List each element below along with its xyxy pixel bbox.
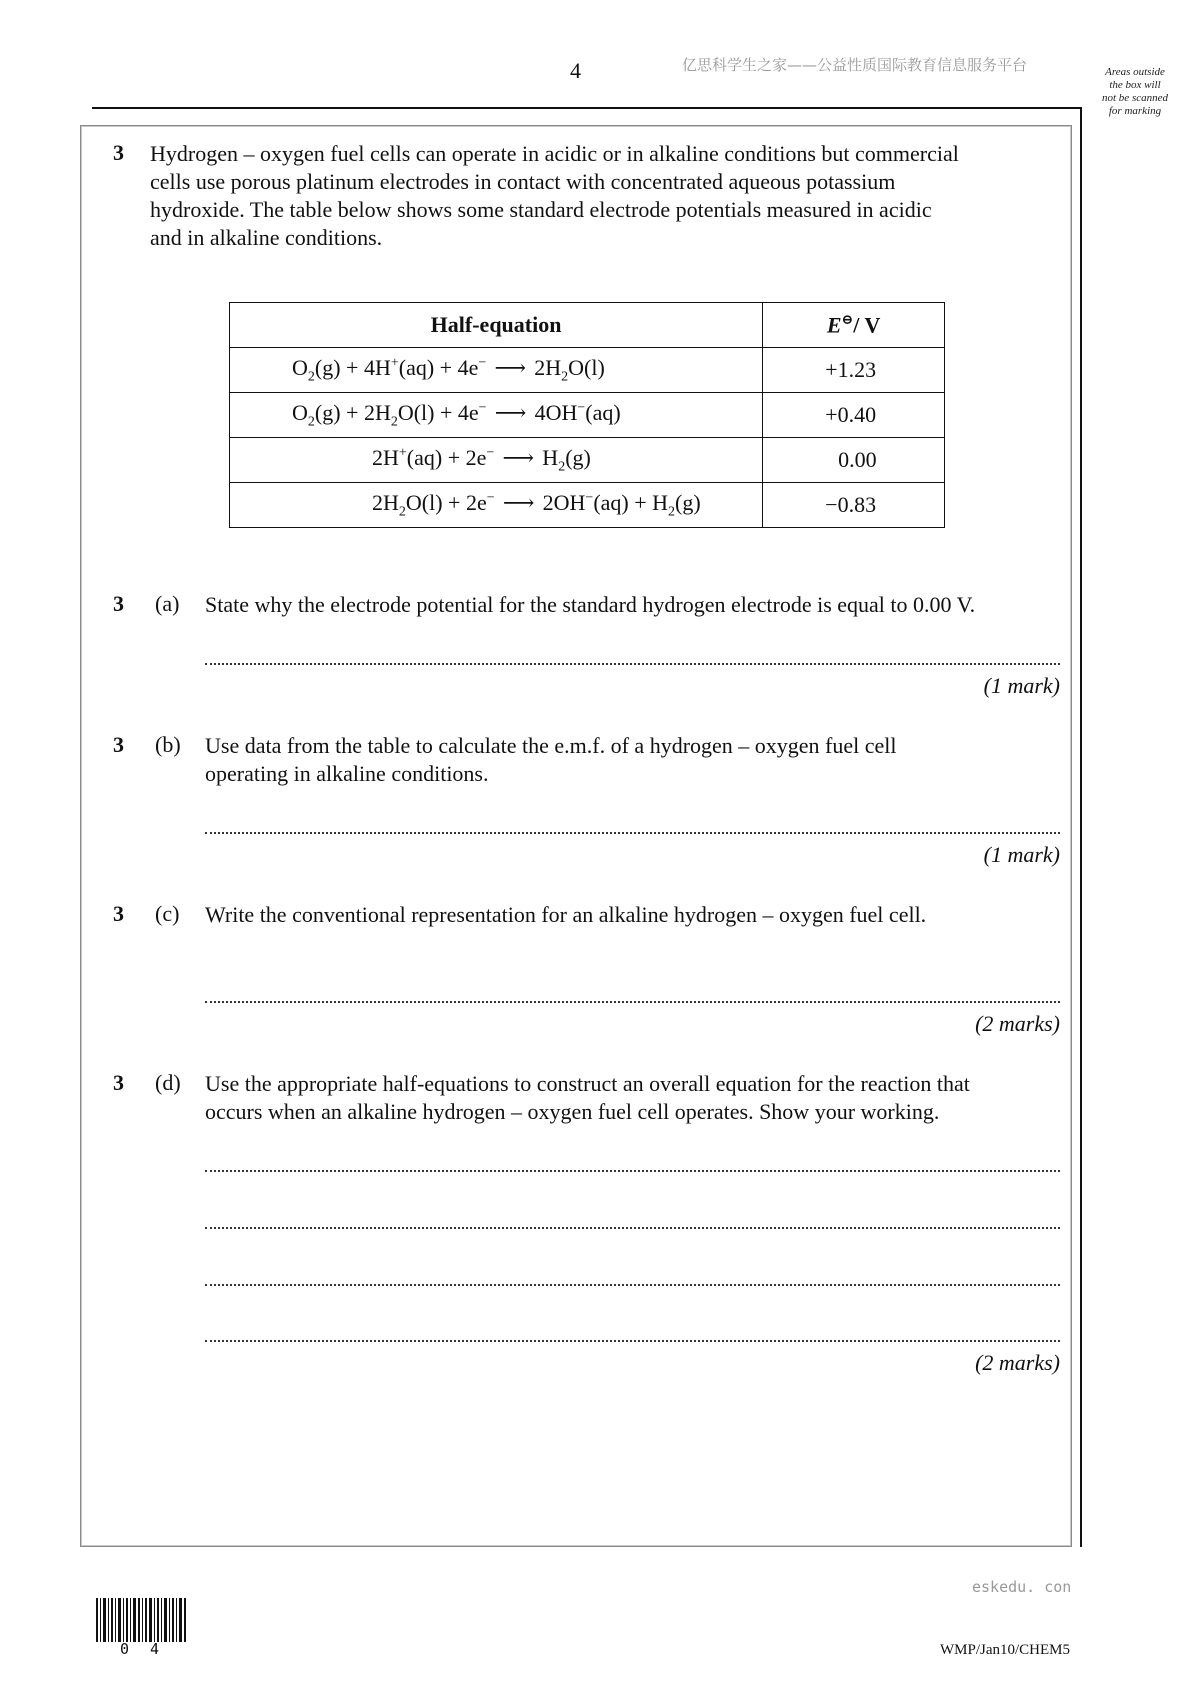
equation: $O_2(g) + 4H^+(aq) + 4e^-$ ⟶ $2H_2O(l)$ xyxy=(292,354,605,385)
table-row xyxy=(230,348,945,393)
part-label: (a) xyxy=(155,591,180,616)
equation: 2H+(aq) + 2e− ⟶ $H_2(g)$ xyxy=(372,444,591,475)
header-half-equation: Half-equation xyxy=(230,303,763,348)
question-intro xyxy=(150,140,1050,252)
part-c-text xyxy=(205,901,1065,929)
answer-line[interactable] xyxy=(205,663,1060,665)
header-unit: / V xyxy=(853,312,881,338)
table-header-row xyxy=(230,303,945,348)
intro-line: cells use porous platinum electrodes in contact with concentrated aqueous potassium xyxy=(150,169,896,194)
half-equation-cell xyxy=(230,348,763,393)
part-text-line: Use data from the table to calculate the e.m.f. of a hydrogen – oxygen fuel cell xyxy=(205,733,897,758)
intro-line: Hydrogen – oxygen fuel cells can operate in acidic or in alkaline conditions but commercial xyxy=(150,141,959,166)
top-rule xyxy=(92,107,1082,109)
potential-cell: +0.40 xyxy=(763,393,945,438)
half-equation-cell xyxy=(230,393,763,438)
e-symbol: E xyxy=(826,312,842,338)
margin-note-line: Areas outside xyxy=(1105,66,1165,78)
part-label: (c) xyxy=(155,901,180,926)
header-potential xyxy=(763,303,945,348)
part-a-text xyxy=(205,591,1065,619)
table-row xyxy=(230,438,945,483)
part-text-line: occurs when an alkaline hydrogen – oxygen fuel cell operates. Show your working. xyxy=(205,1099,940,1124)
part-text-line: Use the appropriate half-equations to construct an overall equation for the reaction that xyxy=(205,1071,970,1096)
marks-label: (1 mark) xyxy=(983,673,1060,698)
part-d-text xyxy=(205,1070,1065,1126)
question-number: 3 xyxy=(113,140,124,165)
question-number: 3 xyxy=(113,591,124,616)
right-margin-rule xyxy=(1080,107,1082,1547)
arrow-icon: ⟶ xyxy=(494,399,527,425)
margin-note-line: not be scanned xyxy=(1102,92,1168,104)
paper-reference: WMP/Jan10/CHEM5 xyxy=(940,1642,1071,1658)
answer-line[interactable] xyxy=(205,1284,1060,1286)
question-number: 3 xyxy=(113,1070,124,1095)
intro-line: hydroxide. The table below shows some standard electrode potentials measured in acidic xyxy=(150,197,932,222)
question-number: 3 xyxy=(113,732,124,757)
marks-label: (1 mark) xyxy=(983,842,1060,867)
part-text-line: State why the electrode potential for the standard hydrogen electrode is equal to 0.00 V. xyxy=(205,592,976,617)
margin-note-line: for marking xyxy=(1108,105,1162,117)
margin-note-line: the box will xyxy=(1109,79,1161,91)
watermark-text: 亿思科学生之家——公益性质国际教育信息服务平台 xyxy=(682,56,1028,74)
part-b-text xyxy=(205,732,1065,788)
answer-line[interactable] xyxy=(205,1001,1060,1003)
answer-line[interactable] xyxy=(205,1170,1060,1172)
part-label: (b) xyxy=(155,732,181,757)
arrow-icon: ⟶ xyxy=(502,444,535,470)
arrow-icon: ⟶ xyxy=(494,354,527,380)
answer-line[interactable] xyxy=(205,1340,1060,1342)
part-text-line: Write the conventional representation for an alkaline hydrogen – oxygen fuel cell. xyxy=(205,902,927,927)
marks-label: (2 marks) xyxy=(975,1350,1060,1375)
arrow-icon: ⟶ xyxy=(502,489,535,515)
part-text-line: operating in alkaline conditions. xyxy=(205,761,489,786)
part-label: (d) xyxy=(155,1070,181,1095)
intro-line: and in alkaline conditions. xyxy=(150,225,383,250)
barcode-icon xyxy=(96,1598,188,1642)
half-equation-cell xyxy=(230,483,763,528)
equation: $O_2(g) + 2H_2O(l) + 4e^-$ ⟶ 4OH−(aq) xyxy=(292,399,621,430)
question-number: 3 xyxy=(113,901,124,926)
marks-label: (2 marks) xyxy=(975,1011,1060,1036)
potential-cell: −0.83 xyxy=(763,483,945,528)
answer-line[interactable] xyxy=(205,1227,1060,1229)
equation: $2H_2O(l) + 2e^-$ ⟶ $2OH^-(aq) + H_2(g)$ xyxy=(372,489,701,520)
answer-line[interactable] xyxy=(205,832,1060,834)
table-row xyxy=(230,483,945,528)
margin-note xyxy=(1090,66,1180,118)
page-number: 4 xyxy=(570,58,581,83)
potential-cell: +1.23 xyxy=(763,348,945,393)
site-watermark: eskedu. con xyxy=(972,1578,1072,1596)
potential-cell: 0.00 xyxy=(763,438,945,483)
table-row xyxy=(230,393,945,438)
standard-state-symbol: ⊖ xyxy=(841,312,854,328)
barcode-number: 0 4 xyxy=(120,1640,166,1658)
half-equation-cell xyxy=(230,438,763,483)
electrode-potential-table xyxy=(229,302,945,528)
